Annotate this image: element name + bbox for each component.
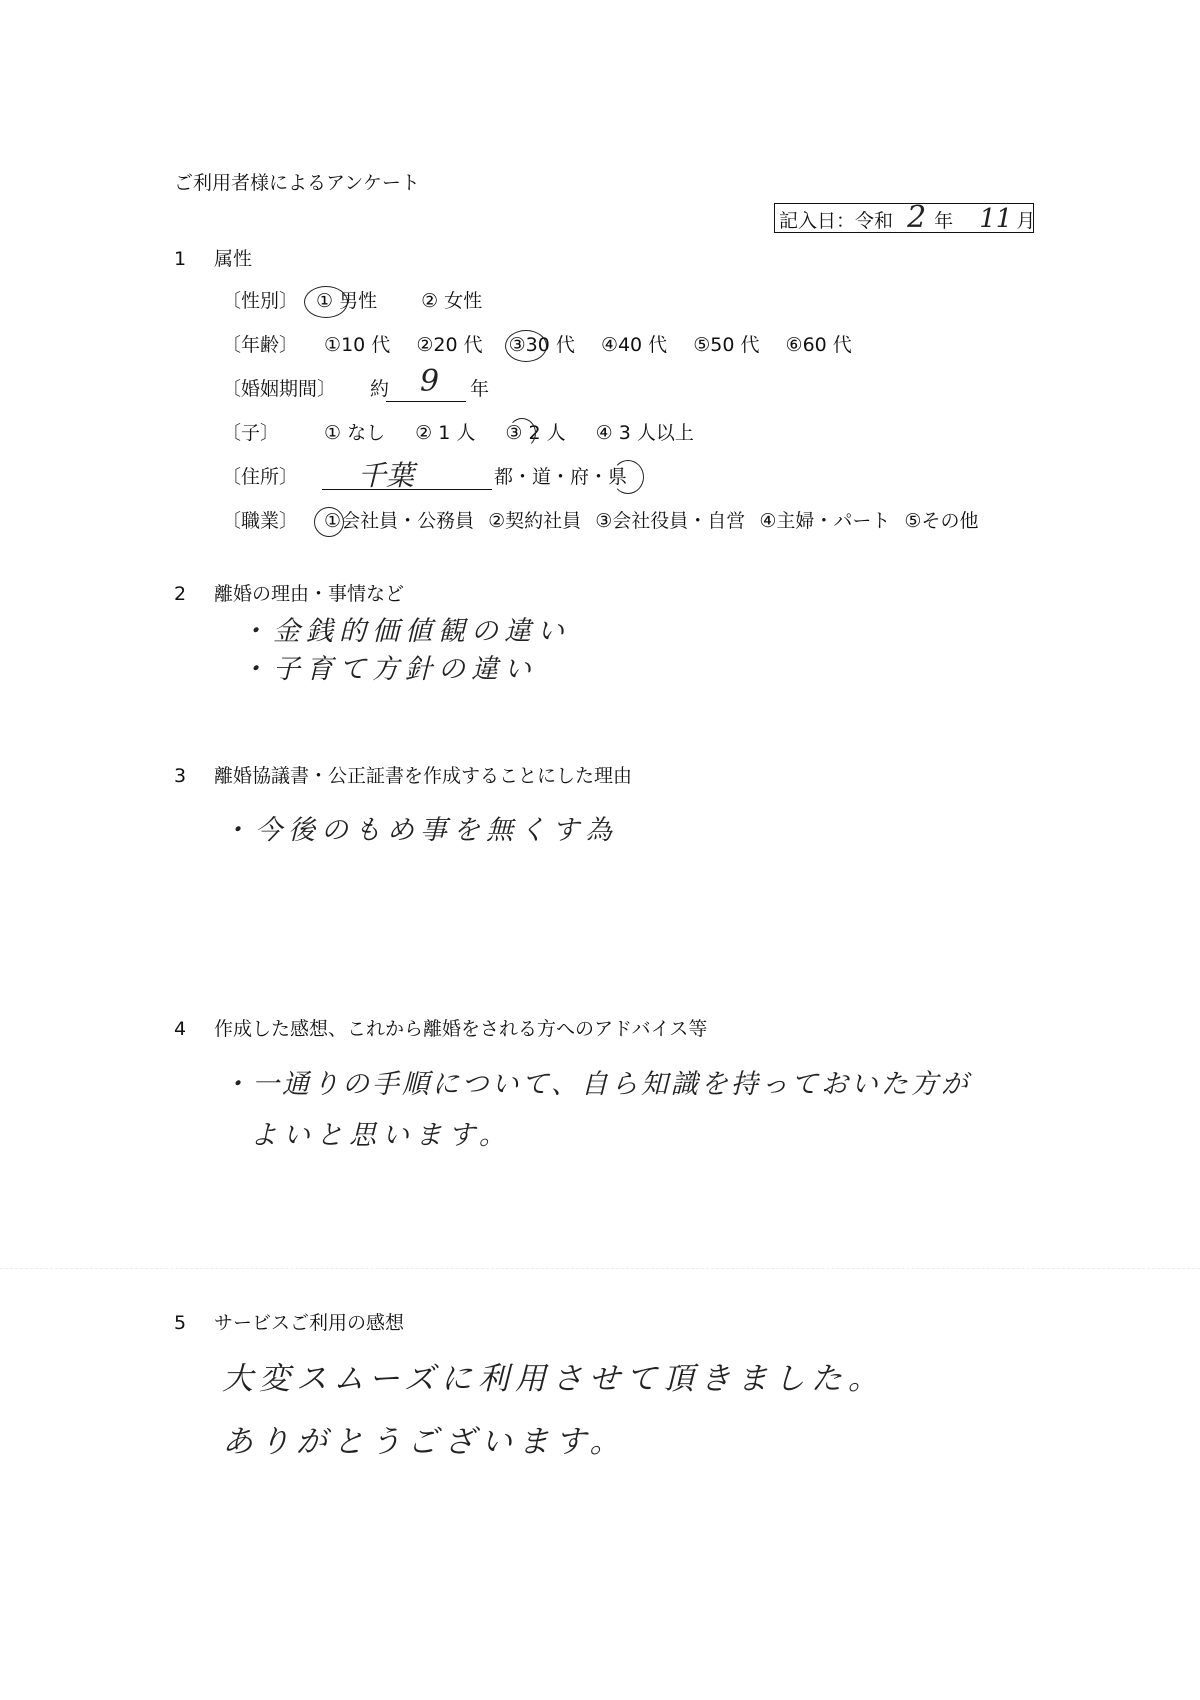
section-number: 5 — [174, 1312, 187, 1334]
address-row — [222, 465, 298, 489]
occupation-option-other[interactable]: ⑤その他 — [904, 510, 979, 532]
occupation-option-executive[interactable]: ③会社役員・自営 — [595, 510, 746, 532]
section-title: 属性 — [214, 248, 253, 270]
occupation-option-employee[interactable]: ①会社員・公務員 — [324, 510, 475, 532]
section-5-answer-line-2: ありがとうございます。 — [222, 1424, 627, 1460]
gender-row — [222, 289, 498, 313]
section-4-answer-line-2: よいと思います。 — [250, 1120, 512, 1151]
age-selection-circle — [505, 330, 547, 362]
scan-artifact-line — [0, 1268, 1200, 1269]
section-1-heading — [174, 247, 252, 271]
date-year-unit: 年 — [934, 210, 954, 232]
age-option-20s[interactable]: ②20 代 — [416, 334, 483, 356]
address-suffix: 都・道・府・県 — [494, 466, 628, 488]
date-label: 記入日：令和 — [779, 210, 894, 232]
age-label: 〔年齢〕 — [222, 334, 299, 356]
section-title: 離婚協議書・公正証書を作成することにした理由 — [214, 765, 633, 787]
section-4-answer-line-1: ・一通りの手順について、自ら知識を持っておいた方が — [222, 1069, 971, 1100]
form-title: ご利用者様によるアンケート — [174, 172, 420, 194]
marriage-years-value: 9 — [420, 364, 440, 399]
section-2-heading — [174, 582, 404, 606]
marriage-label: 〔婚姻期間〕 — [222, 378, 337, 400]
marriage-blank-line — [386, 401, 466, 402]
age-option-40s[interactable]: ④40 代 — [600, 334, 668, 356]
section-2-answer-line-2: ・子育て方針の違い — [240, 654, 537, 685]
occupation-label: 〔職業〕 — [222, 510, 299, 532]
children-row — [222, 421, 710, 445]
section-title: 離婚の理由・事情など — [214, 583, 405, 605]
marriage-prefix: 約 — [370, 378, 390, 400]
address-value: 千葉 — [358, 459, 415, 492]
occupation-selection-circle — [314, 507, 344, 537]
children-option-one[interactable]: ② 1 人 — [415, 422, 476, 444]
children-selection-circle — [508, 418, 536, 448]
children-option-none[interactable]: ① なし — [324, 422, 386, 444]
date-month-unit: 月 — [1016, 210, 1036, 232]
children-option-two[interactable]: ③ 2 人 — [505, 422, 566, 444]
section-number: 2 — [174, 583, 187, 605]
address-selection-circle — [612, 460, 644, 494]
marriage-suffix: 年 — [470, 378, 490, 400]
gender-option-male[interactable]: ① 男性 — [316, 290, 378, 312]
section-3-heading — [174, 764, 632, 788]
children-label: 〔子〕 — [222, 422, 280, 444]
children-option-three-plus[interactable]: ④ 3 人以上 — [595, 422, 694, 444]
section-5-heading — [174, 1311, 404, 1335]
date-month-value: 11 — [979, 204, 1013, 234]
marriage-row — [222, 377, 389, 401]
section-3-answer-line-1: ・今後のもめ事を無くす為 — [222, 815, 618, 846]
entry-date-box — [774, 200, 1036, 235]
section-2-answer-line-1: ・金銭的価値観の違い — [240, 616, 570, 647]
section-number: 3 — [174, 765, 187, 787]
section-5-answer-line-1: 大変スムーズに利用させて頂きました。 — [222, 1361, 885, 1397]
gender-selection-circle — [304, 286, 348, 318]
age-option-60s[interactable]: ⑥60 代 — [785, 334, 852, 356]
section-title: サービスご利用の感想 — [214, 1312, 405, 1334]
section-number: 1 — [174, 248, 187, 270]
date-year-value: 2 — [907, 200, 927, 235]
section-4-heading — [174, 1017, 707, 1041]
gender-option-female[interactable]: ② 女性 — [421, 290, 483, 312]
age-option-30s[interactable]: ③30 代 — [508, 334, 575, 356]
occupation-option-contract[interactable]: ②契約社員 — [488, 510, 582, 532]
occupation-option-homemaker[interactable]: ④主婦・パート — [759, 510, 891, 532]
section-title: 作成した感想、これから離婚をされる方へのアドバイス等 — [214, 1018, 708, 1040]
address-label: 〔住所〕 — [222, 466, 299, 488]
gender-label: 〔性別〕 — [222, 290, 299, 312]
age-option-10s[interactable]: ①10 代 — [324, 334, 391, 356]
section-number: 4 — [174, 1018, 187, 1040]
age-option-50s[interactable]: ⑤50 代 — [693, 334, 760, 356]
